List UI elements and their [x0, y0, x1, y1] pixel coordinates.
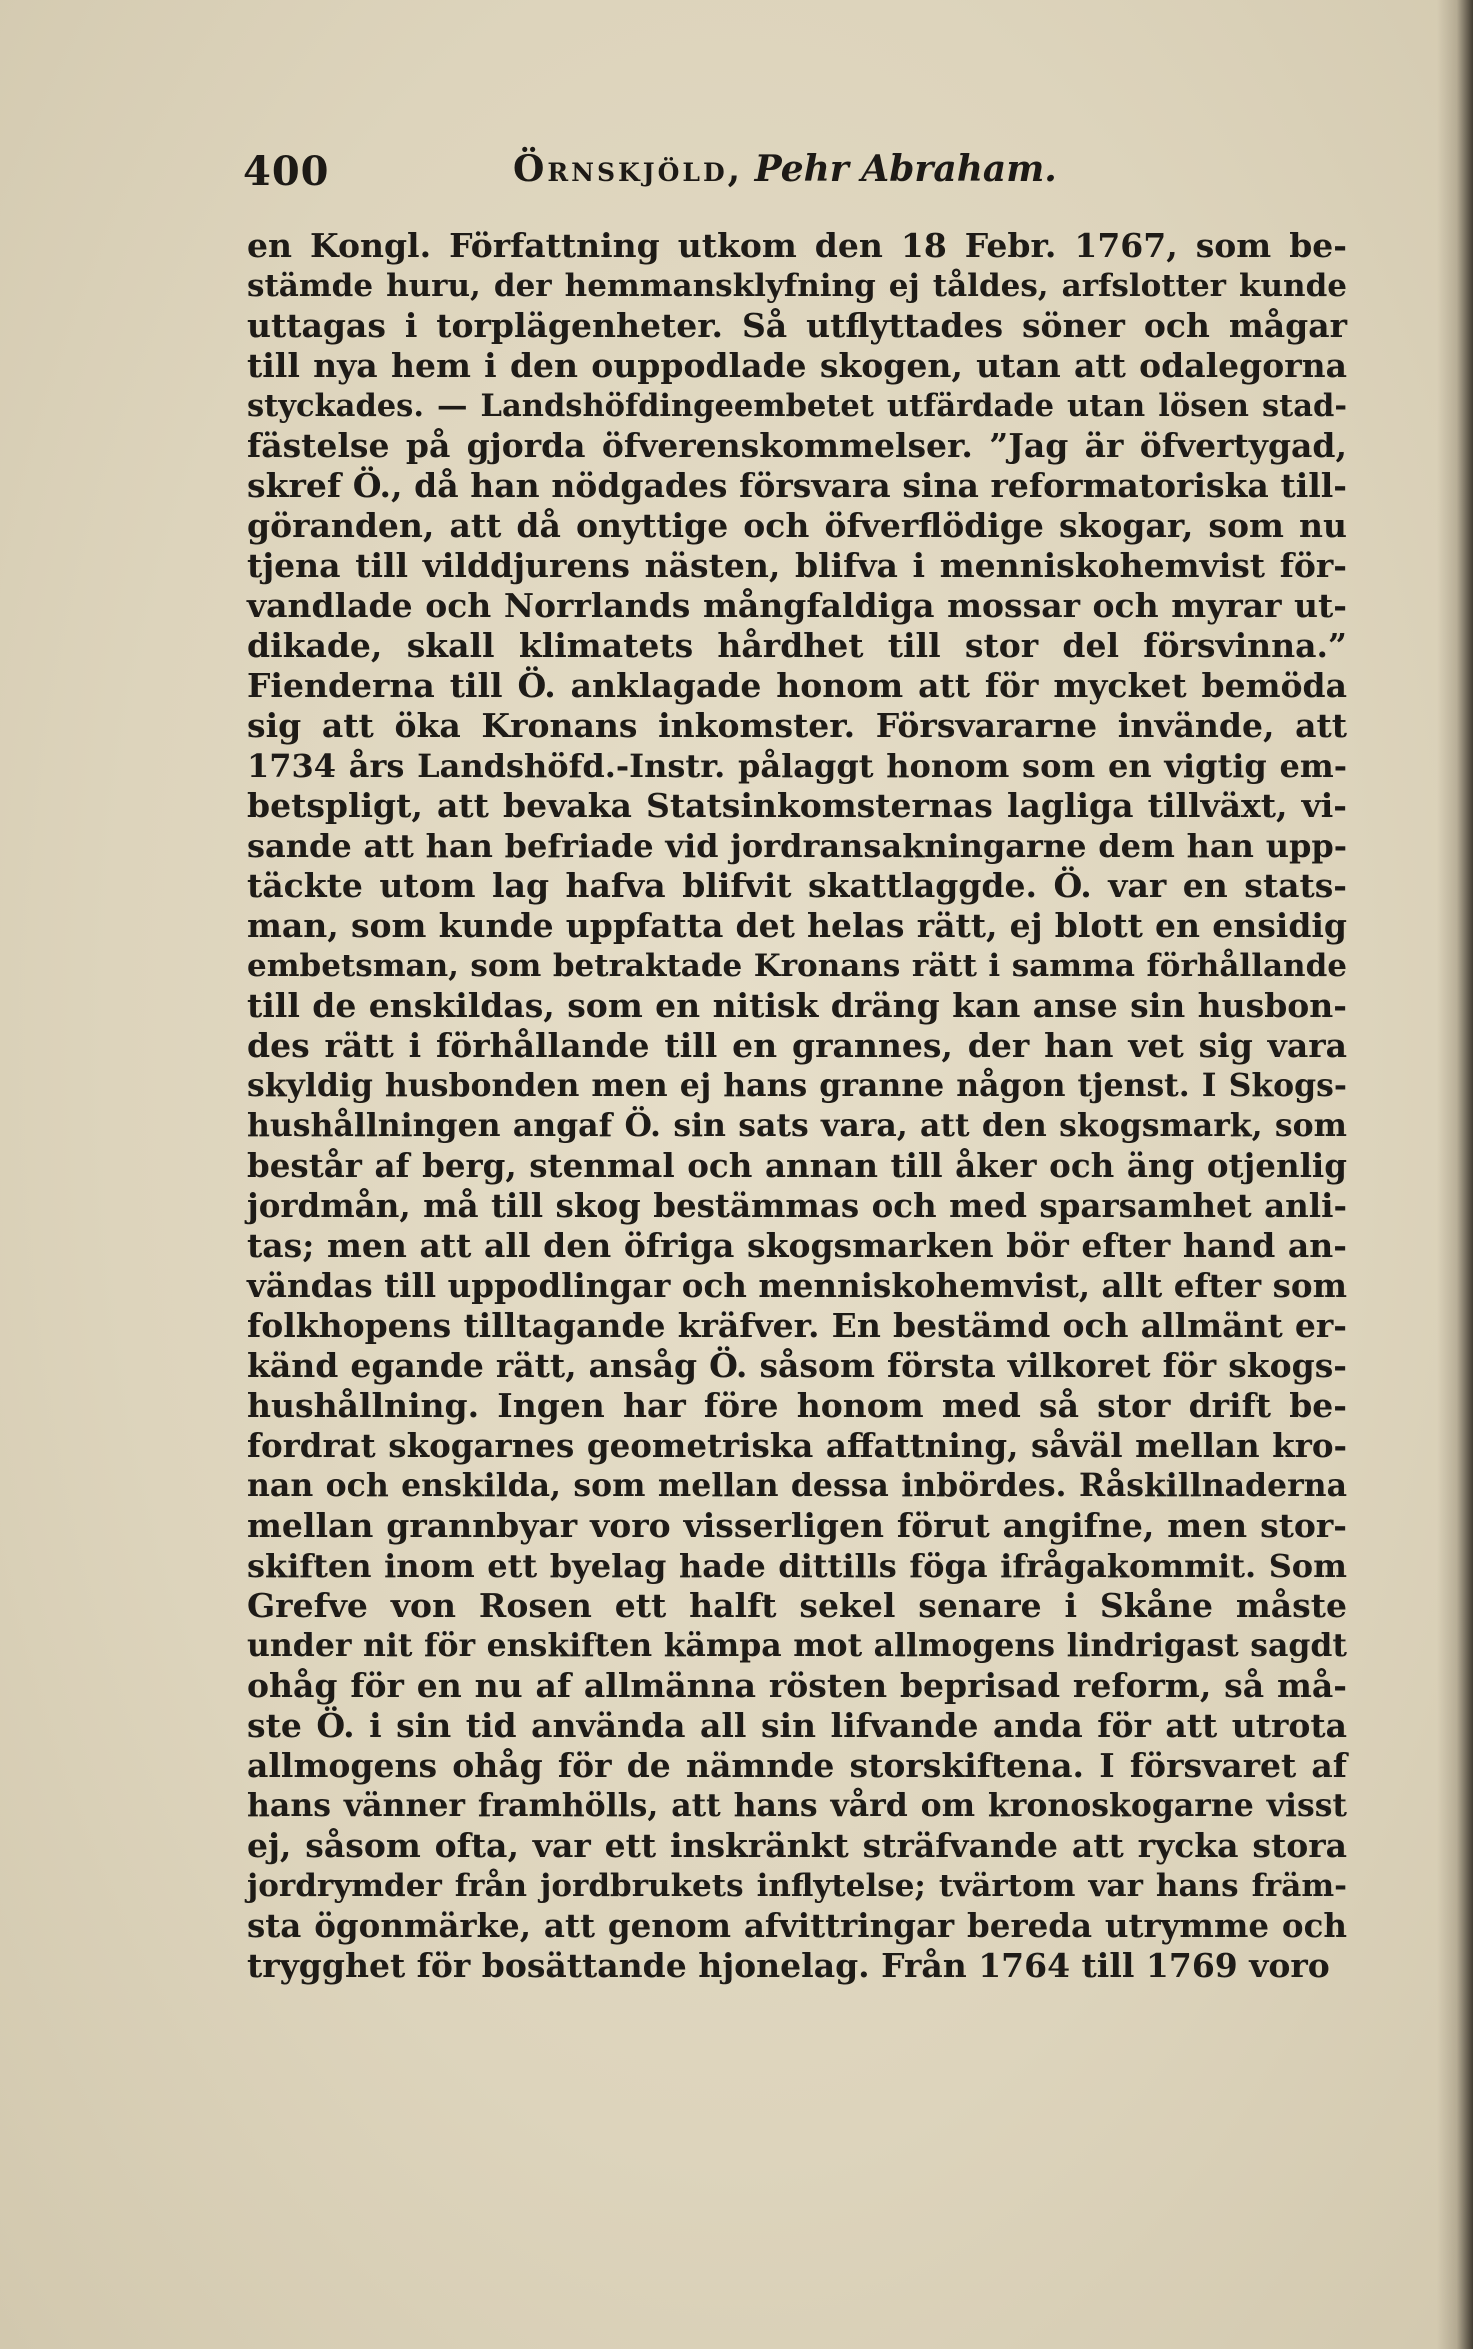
text-line: mellan grannbyar voro visserligen förut angifne, men stor- — [247, 1506, 1347, 1545]
text-line: hans vänner framhölls, att hans vård om kronoskogarne visst — [247, 1787, 1347, 1824]
running-head — [513, 148, 1057, 190]
text-line: betspligt, att bevaka Statsinkomsternas lagliga tillväxt, vi- — [247, 786, 1347, 825]
text-line: skiften inom ett byelag hade dittills föga ifrågakommit. Som — [247, 1547, 1347, 1585]
text-line: jordrymder från jordbrukets inflytelse; tvärtom var hans främ- — [247, 1868, 1347, 1904]
text-line: en Kongl. Författning utkom den 18 Febr. 1767, som be- — [247, 226, 1347, 265]
text-line: Fienderna till Ö. anklagade honom att för mycket bemöda — [247, 666, 1347, 705]
text-line: fordrat skogarnes geometriska affattning, såväl mellan kro- — [247, 1426, 1347, 1465]
text-line: trygghet för bosättande hjonelag. Från 1764 till 1769 voro — [247, 1946, 1330, 1985]
text-line: sta ögonmärke, att genom afvittringar bereda utrymme och — [247, 1906, 1347, 1945]
text-line: skyldig husbonden men ej hans granne någon tjenst. I Skogs- — [247, 1067, 1347, 1104]
text-line: skref Ö., då han nödgades försvara sina reformatoriska till- — [247, 466, 1347, 505]
text-line: vandlade och Norrlands mångfaldiga mossar och myrar ut- — [247, 586, 1347, 625]
text-line: allmogens ohåg för de nämnde storskiftena. I försvaret af — [247, 1746, 1347, 1785]
text-line: ej, såsom ofta, var ett inskränkt sträfvande att rycka stora — [247, 1826, 1347, 1865]
text-line: täckte utom lag hafva blifvit skattlaggde. Ö. var en stats- — [247, 866, 1347, 905]
text-line: till nya hem i den ouppodlade skogen, utan att odalegorna — [247, 346, 1347, 385]
text-line: göranden, att då onyttige och öfverflödige skogar, som nu — [247, 506, 1347, 545]
binding-shadow — [1437, 0, 1473, 2349]
text-line: sande att han befriade vid jordransakningarne dem han upp- — [247, 827, 1347, 865]
text-line: består af berg, stenmal och annan till åker och äng otjenlig — [247, 1146, 1347, 1185]
text-line: tjena till vilddjurens nästen, blifva i menniskohemvist för- — [247, 546, 1347, 585]
text-line: des rätt i förhållande till en grannes, der han vet sig vara — [247, 1026, 1347, 1065]
text-line: dikade, skall klimatets hårdhet till stor del försvinna.” — [247, 626, 1347, 665]
text-line: till de enskildas, som en nitisk dräng kan anse sin husbon- — [247, 986, 1347, 1025]
text-line: man, som kunde uppfatta det helas rätt, ej blott en ensidig — [247, 906, 1347, 945]
text-line: hushållning. Ingen har före honom med så stor drift be- — [247, 1386, 1347, 1425]
text-line: stämde huru, der hemmansklyfning ej tåldes, arfslotter kunde — [247, 268, 1347, 304]
page-number: 400 — [243, 148, 330, 195]
text-line: 1734 års Landshöfd.-Instr. pålaggt honom som en vigtig em- — [247, 747, 1347, 785]
running-head-given-names: Pehr Abraham. — [754, 148, 1057, 190]
text-line: fästelse på gjorda öfverenskommelser. ”Jag är öfvertygad, — [247, 426, 1347, 465]
text-line: styckades. — Landshöfdingeembetet utfärdade utan lösen stad- — [247, 388, 1347, 424]
text-line: Grefve von Rosen ett halft sekel senare i Skåne måste — [247, 1586, 1347, 1625]
text-line: tas; men att all den öfriga skogsmarken bör efter hand an- — [247, 1226, 1347, 1265]
text-line: ohåg för en nu af allmänna rösten beprisad reform, så må- — [247, 1666, 1347, 1705]
text-line: jordmån, må till skog bestämmas och med sparsamhet anli- — [247, 1186, 1347, 1225]
text-line: nan och enskilda, som mellan dessa inbördes. Råskillnaderna — [247, 1467, 1347, 1504]
text-line: embetsman, som betraktade Kronans rätt i samma förhållande — [247, 948, 1347, 984]
text-line: ste Ö. i sin tid använda all sin lifvande anda för att utrota — [247, 1706, 1347, 1745]
text-line: under nit för enskiften kämpa mot allmogens lindrigast sagdt — [247, 1627, 1347, 1664]
text-line: vändas till uppodlingar och menniskohemvist, allt efter som — [247, 1266, 1347, 1305]
text-line: känd egande rätt, ansåg Ö. såsom första vilkoret för skogs- — [247, 1346, 1347, 1385]
body-text — [247, 226, 1347, 1986]
text-line: uttagas i torplägenheter. Så utflyttades söner och mågar — [247, 306, 1347, 345]
text-line: sig att öka Kronans inkomster. Försvararne invände, att — [247, 706, 1347, 745]
page-header — [243, 148, 1343, 208]
running-head-surname: Örnskjöld, — [513, 148, 744, 190]
text-line: hushållningen angaf Ö. sin sats vara, att den skogsmark, som — [247, 1107, 1347, 1144]
text-line: folkhopens tilltagande kräfver. En bestämd och allmänt er- — [247, 1306, 1347, 1345]
